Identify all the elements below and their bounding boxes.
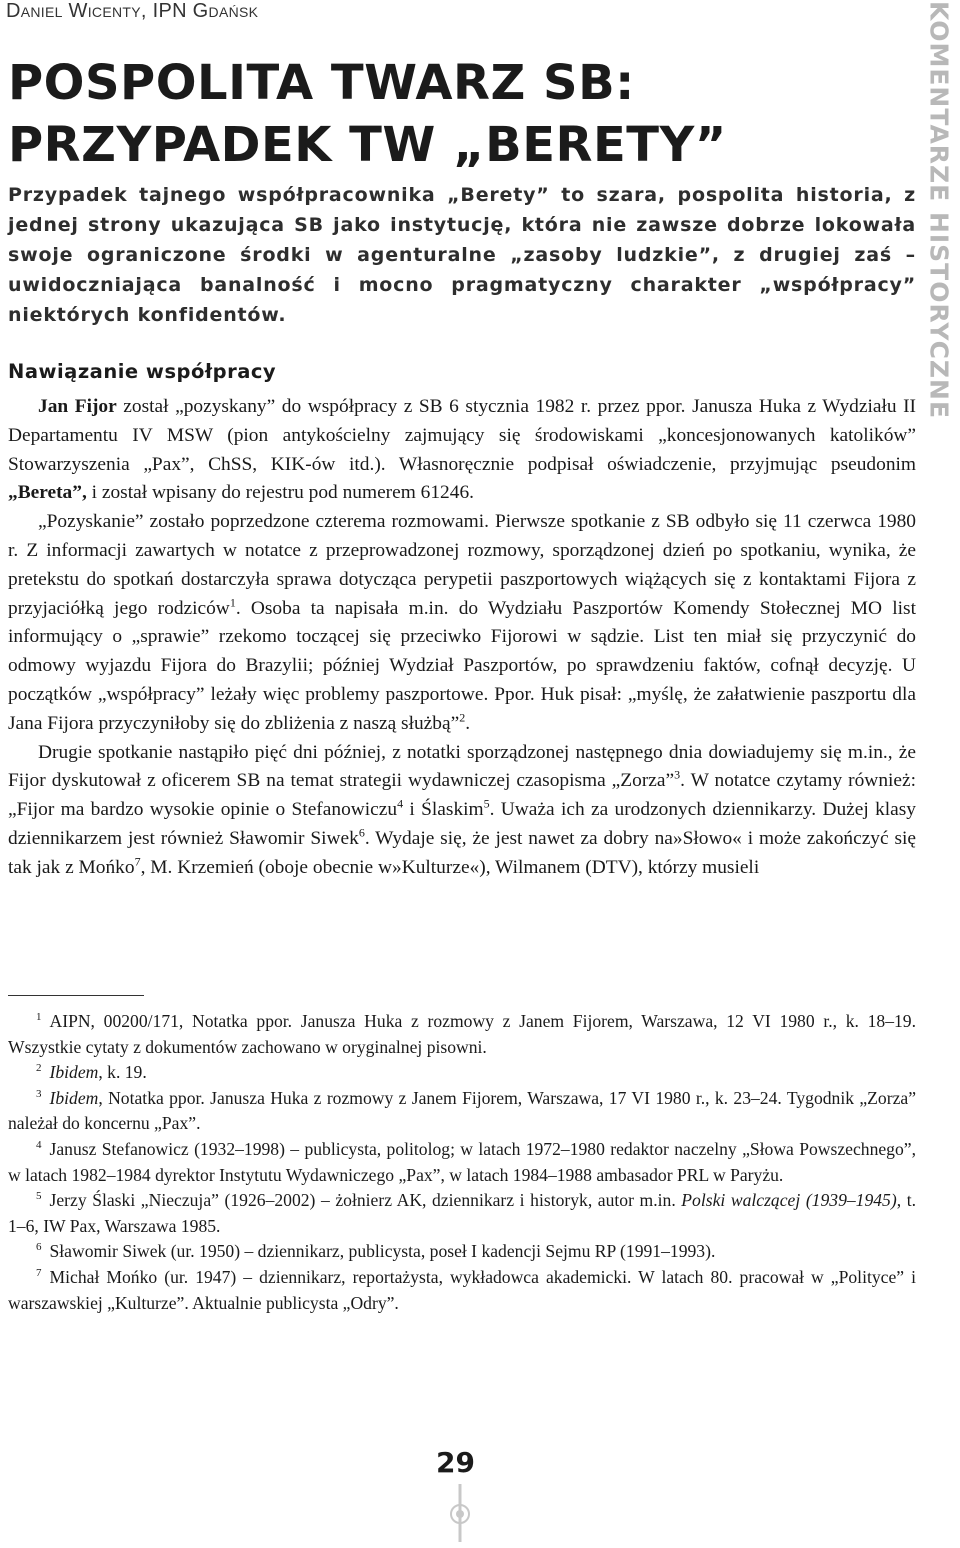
footnote-ref[interactable]: 4 — [397, 796, 404, 811]
side-label-text: KOMENTARZE HISTORYCZNE — [924, 0, 954, 420]
title-line-2: PRZYPADEK TW „BERETY” — [8, 117, 727, 173]
footnote-1: $^1$ AIPN, 00200/171, Notatka ppor. Janusza Huka z rozmowy z Janem Fijorem, Warszawa, 12 VI 1980 r., k. 18–19. Wszystkie cytaty z dokumentów zachowano w oryginalnej pisowni. — [8, 1011, 916, 1057]
article-lead: Przypadek tajnego współpracownika „Berety” to szara, pospolita historia, z jednej strony ukazująca SB jako instytucję, która nie zawsze dobrze lokowała swoje ograniczone środki w agenturalne „zasoby ludzkie”, z drugiej zaś – uwidoczniająca banalność i mocno pragmatyczny charakter „współpracy” niektórych konfidentów. — [8, 184, 916, 326]
ornament-icon — [449, 1484, 471, 1542]
footnote-3: $^3$ Ibidem, Notatka ppor. Janusza Huka z rozmowy z Janem Fijorem, Warszawa, 17 VI 1980 r., k. 23–24. Tygodnik „Zorza” należał do koncernu „Pax”. — [8, 1087, 916, 1134]
section-side-label — [922, 0, 956, 420]
body-paragraph-2: „Pozyskanie” zostało poprzedzone czterema rozmowami. Pierwsze spotkanie z SB odbyło się 11 czerwca 1980 r. Z informacji zawartych w notatce z przeprowadzonej rozmowy, sporządzonej dzień po spotkaniu, wynika, że pretekstu do spotkań dostarczyła sprawa dotycząca perypetii paszportowych wiążących się z kontaktami Fijora z przyjaciółką jego rodziców$^1$. Osoba ta napisała m.in. do Wydziału Paszportów Komendy Stołecznej MO list informujący o „sprawie” rzekomo toczącej się przeciwko Fijorowi w sądzie. List ten miał się przyczynić do odmowy wyjazdu Fijora do Brazylii; później Wydział Paszportów, po sprawdzeniu faktów, cofnął decyzję. U początków „współpracy” leżały więc problemy paszportowe. Ppor. Huk pisał: „myślę, że załatwienie paszportu dla Jana Fijora przyczyniłoby się do zbliżenia z naszą służbą”$^2$. — [8, 511, 916, 734]
article-body — [8, 393, 916, 883]
pseudonym: „Bereta”, — [8, 482, 87, 504]
footnote-2: $^2$ Ibidem, k. 19. — [36, 1062, 147, 1083]
footnote-ref[interactable]: 3 — [674, 767, 681, 782]
running-header-author: Daniel Wicenty, IPN Gdańsk — [6, 0, 259, 22]
body-paragraph-1: Jan Fijor został „pozyskany” do współpracy z SB 6 stycznia 1982 r. przez ppor. Janusza Huka z Wydziału II Departamentu IV MSW (pion antykościelny zajmujący się środowiskami „koncesjonowanych katolików” Stowarzyszenia „Pax”, ChSS, KIK-ów itd.). Własnoręcznie podpisał oświadczenie, przyjmując pseudonim „Bereta”, i został wpisany do rejestru pod numerem 61246. — [8, 396, 916, 504]
footnote-5: $^5$ Jerzy Ślaski „Nieczuja” (1926–2002) – żołnierz AK, dziennikarz i historyk, autor m.in. Polski walczącej (1939–1945), t. 1–6, IW Pax, Warszawa 1985. — [8, 1190, 916, 1236]
footnote-divider — [8, 995, 144, 996]
footnote-ref[interactable]: 1 — [229, 595, 236, 610]
article-title — [8, 52, 908, 176]
footnote-ref[interactable]: 6 — [358, 825, 365, 840]
body-paragraph-3: Drugie spotkanie nastąpiło pięć dni później, z notatki sporządzonej następnego dnia dowiadujemy się m.in., że Fijor dyskutował z oficerem SB na temat strategii wydawniczej czasopisma „Zorza”$^3$. W notatce czytamy również: „Fijor ma bardzo wysokie opinie o Stefanowiczu$^4$ i Ślaskim$^5$. Uważa ich za urodzonych dziennikarzy. Dużej klasy dziennikarzem jest również Sławomir Siwek$^6$. Wydaje się, że jest nawet za dobry na»Słowo« i może zakończyć się tak jak z Mońko$^7$, M. Krzemień (oboje obecnie w»Kulturze«), Wilmanem (DTV), którzy musieli — [8, 741, 916, 878]
page-number: 29 — [436, 1446, 475, 1479]
footnote-4: $^4$ Janusz Stefanowicz (1932–1998) – publicysta, politolog; w latach 1972–1980 redaktor naczelny „Słowa Powszechnego”, w latach 1982–1984 dyrektor Instytutu Wydawniczego „Pax”, w latach 1984–1988 ambasador PRL w Paryżu. — [8, 1138, 916, 1185]
person-name: Jan Fijor — [38, 396, 117, 417]
footnote-6: $^6$ Sławomir Siwek (ur. 1950) – dziennikarz, publicysta, poseł I kadencji Sejmu RP (1991–1993). — [36, 1241, 716, 1262]
section-heading: Nawiązanie współpracy — [8, 360, 277, 383]
footnote-ref[interactable]: 2 — [459, 710, 466, 725]
footnote-ref[interactable]: 7 — [134, 854, 141, 869]
footnote-7: $^7$ Michał Mońko (ur. 1947) – dziennikarz, reportażysta, wykładowca akademicki. W latach 80. pracował w „Polityce” i warszawskiej „Kulturze”. Aktualnie publicysta „Odry”. — [8, 1266, 916, 1313]
title-line-1: POSPOLITA TWARZ SB: — [8, 55, 635, 111]
footnotes — [8, 1009, 916, 1316]
footnote-ref[interactable]: 5 — [483, 796, 490, 811]
